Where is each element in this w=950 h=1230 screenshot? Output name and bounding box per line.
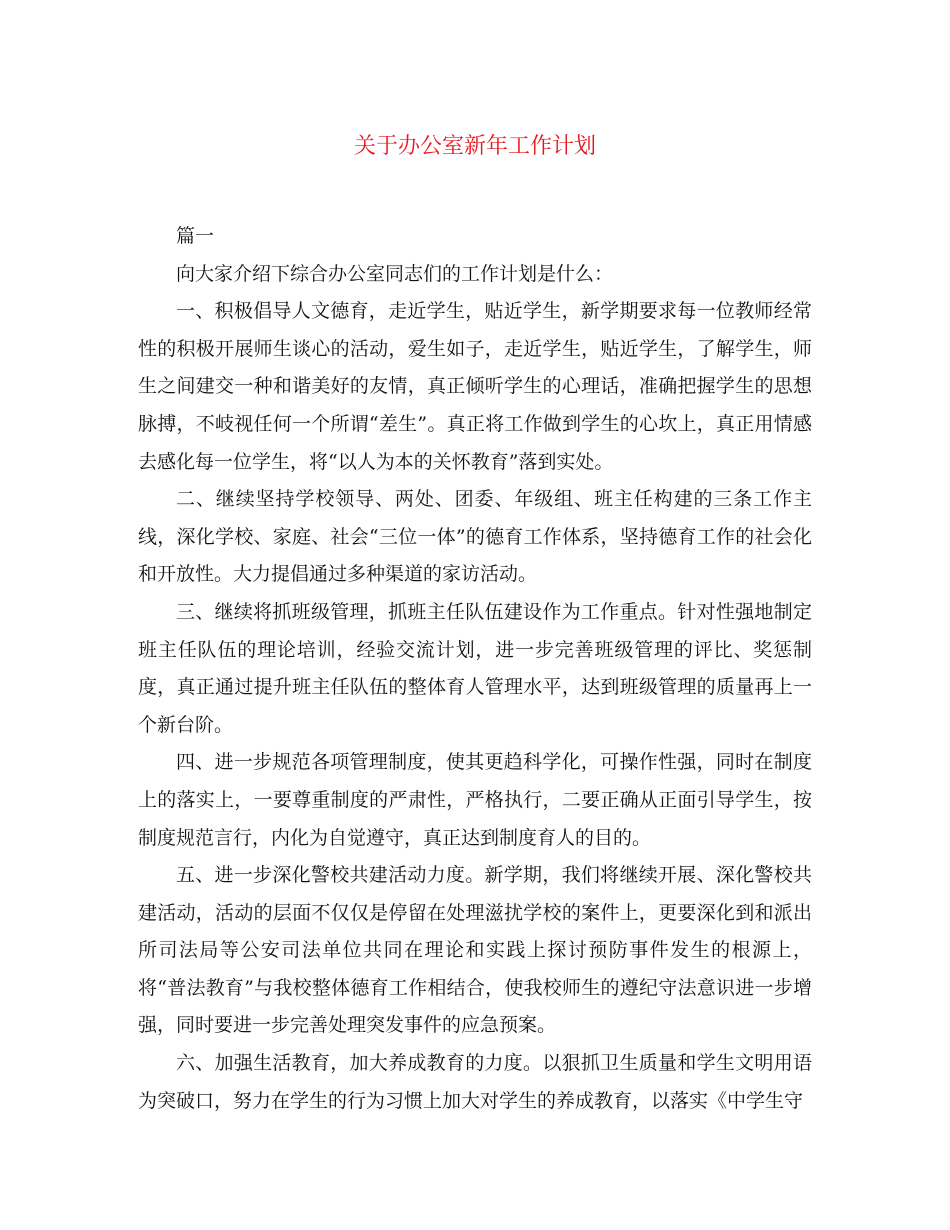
paragraph-3: 三、继续将抓班级管理，抓班主任队伍建设作为工作重点。针对性强地制定班主任队伍的理论培训，经验交流计划，进一步完善班级管理的评比、奖惩制度，真正通过提升班主任队伍的整体育人管理水平，达到班级管理的质量再上一个新台阶。 — [138, 600, 812, 736]
section-label: 篇一 — [176, 225, 215, 247]
paragraph-5: 五、进一步深化警校共建活动力度。新学期，我们将继续开展、深化警校共建活动，活动的层面不仅仅是停留在处理滋扰学校的案件上，更要深化到和派出所司法局等公安司法单位共同在理论和实践上探讨预防事件发生的根源上，将“普法教育”与我校整体德育工作相结合，使我校师生的遵纪守法意识进一步增强，同时要进一步完善处理突发事件的应急预案。 — [138, 864, 812, 1037]
document-body — [138, 218, 812, 1120]
paragraph-6: 六、加强生活教育，加大养成教育的力度。以狠抓卫生质量和学生文明用语为突破口，努力在学生的行为习惯上加大对学生的养成教育，以落实《中学生守 — [138, 1052, 812, 1112]
paragraph-4: 四、进一步规范各项管理制度，使其更趋科学化，可操作性强，同时在制度上的落实上，一要尊重制度的严肃性，严格执行，二要正确从正面引导学生，按制度规范言行，内化为自觉遵守，真正达到制度育人的目的。 — [138, 751, 812, 849]
document-title: 关于办公室新年工作计划 — [353, 134, 596, 159]
paragraph-2: 二、继续坚持学校领导、两处、团委、年级组、班主任构建的三条工作主线，深化学校、家庭、社会“三位一体”的德育工作体系，坚持德育工作的社会化和开放性。大力提倡通过多种渠道的家访活动。 — [138, 488, 812, 586]
paragraph-1: 一、积极倡导人文德育，走近学生，贴近学生，新学期要求每一位教师经常性的积极开展师生谈心的活动，爱生如子，走近学生，贴近学生，了解学生，师生之间建交一种和谐美好的友情，真正倾听学生的心理话，准确把握学生的思想脉搏，不岐视任何一个所谓“差生”。真正将工作做到学生的心坎上，真正用情感去感化每一位学生，将“以人为本的关怀教育”落到实处。 — [138, 300, 812, 473]
intro-paragraph: 向大家介绍下综合办公室同志们的工作计划是什么： — [176, 262, 614, 285]
